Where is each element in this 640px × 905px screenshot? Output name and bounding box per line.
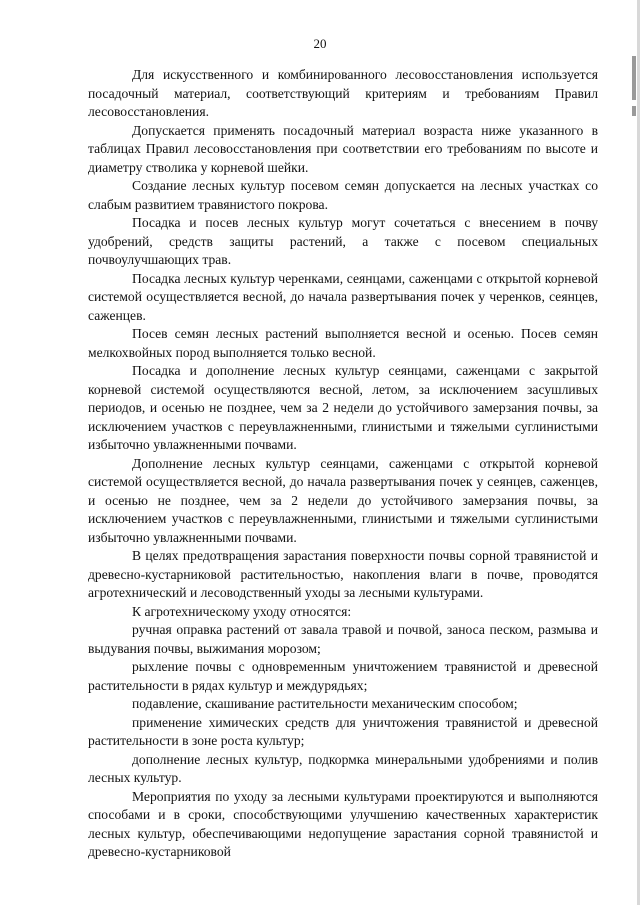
paragraph: Для искусственного и комбинированного лесовосстановления используется посадочный материал, соответствующий критериям и требованиям Правил лесовосстановления. xyxy=(88,67,598,119)
paragraph: Посадка и дополнение лесных культур сеянцами, саженцами с закрытой корневой системой осуществляются весной, летом, за исключением засушливых периодов, и осенью не позднее, чем за 2 недели до устойчивого замерзания почвы, за исключением участков с переувлажненными, глинистыми и тяжелыми суглинистыми избыточно увлажненными почвами. xyxy=(88,363,598,452)
paragraph: Допускается применять посадочный материал возраста ниже указанного в таблицах Правил лесовосстановления при соответствии его требованиям по высоте и диаметру стволика у корневой шейки. xyxy=(88,122,598,175)
scan-edge-mark xyxy=(632,106,636,116)
scan-edge-mark xyxy=(632,56,636,100)
paragraph: Создание лесных культур посевом семян допускается на лесных участках со слабым развитием травянистого покрова. xyxy=(88,178,598,212)
list-item: применение химических средств для уничтожения травянистой и древесной растительности в зоне роста культур; xyxy=(88,714,598,748)
paragraph: В целях предотвращения зарастания поверхности почвы сорной травянистой и древесно-кустарниковой растительностью, накопления влаги в почве, проводятся агротехнический и лесоводственный уходы за лесными культурами. xyxy=(88,548,598,600)
page-number: 20 xyxy=(313,36,327,51)
paragraph: Посадка лесных культур черенками, сеянцами, саженцами с открытой корневой системой осуществляется весной, до начала развертывания почек у черенков, сеянцев, саженцев. xyxy=(88,270,598,323)
list-item: рыхление почвы с одновременным уничтожением травянистой и древесной растительности в рядах культур и междурядьях; xyxy=(88,659,598,693)
paragraph: Посев семян лесных растений выполняется весной и осенью. Посев семян мелкохвойных пород выполняется только весной. xyxy=(88,326,598,360)
body-text xyxy=(88,66,598,862)
list-item: подавление, скашивание растительности механическим способом; xyxy=(132,696,518,711)
list-item: дополнение лесных культур, подкормка минеральными удобрениями и полив лесных культур. xyxy=(88,751,598,785)
paragraph: Посадка и посев лесных культур могут сочетаться с внесением в почву удобрений, средств защиты растений, а также с посевом специальных почвоулучшающих трав. xyxy=(88,215,598,267)
paragraph: К агротехническому уходу относятся: xyxy=(132,603,352,619)
paragraph: Дополнение лесных культур сеянцами, саженцами с открытой корневой системой осуществляется весной, до начала развертывания почек у сеянцев, саженцев, и осенью не позднее, чем за 2 недели до устойчивого замерзания почвы, за исключением участков с переувлажненными, глинистыми и тяжелыми суглинистыми избыточно увлажненными почвами. xyxy=(88,455,598,545)
paragraph: Мероприятия по уходу за лесными культурами проектируются и выполняются способами и в сроки, способствующими улучшению качественных характеристик лесных культур, обеспечивающими недопущение зарастания сорной травянистой и древесно-кустарниковой xyxy=(88,788,598,859)
list-item: ручная оправка растений от завала травой и почвой, заноса песком, размыва и выдувания почвы, выжимания морозом; xyxy=(88,622,598,656)
